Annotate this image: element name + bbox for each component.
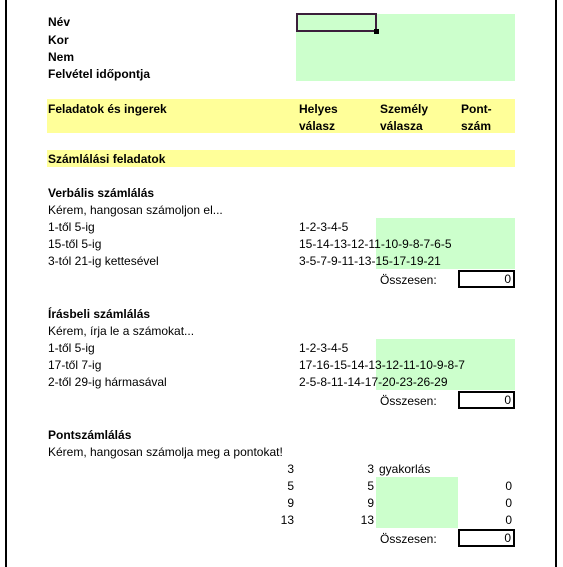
label-age: Kor (48, 33, 69, 47)
written-instruction: Kérem, írja le a számokat... (48, 324, 195, 338)
dots-correct: 3 (367, 462, 374, 476)
dots-response-area[interactable] (376, 477, 458, 528)
label-gender: Nem (48, 50, 75, 64)
dots-score: 0 (505, 496, 512, 510)
verbal-row-label: 15-től 5-ig (48, 237, 102, 251)
header-person-2: válasza (380, 119, 423, 133)
verbal-row-answer: 1-2-3-4-5 (299, 220, 349, 234)
dots-total-value[interactable]: 0 (458, 529, 515, 547)
verbal-row-label: 3-tól 21-ig kettesével (48, 254, 159, 268)
verbal-row-label: 1-től 5-ig (48, 220, 95, 234)
label-name: Név (48, 15, 71, 29)
dots-correct: 5 (367, 479, 374, 493)
written-row-answer: 1-2-3-4-5 (299, 341, 349, 355)
fill-handle[interactable] (374, 29, 379, 34)
written-row-answer: 17-16-15-14-13-12-11-10-9-8-7 (299, 358, 465, 372)
page-border-right (555, 0, 557, 567)
dots-practice-note: gyakorlás (379, 462, 431, 476)
verbal-instruction: Kérem, hangosan számoljon el... (48, 203, 223, 217)
written-row-answer: 2-5-8-11-14-17-20-23-26-29 (299, 375, 448, 389)
header-correct-2: válasz (299, 119, 336, 133)
dots-stimulus: 9 (287, 496, 294, 510)
dots-stimulus: 5 (287, 479, 294, 493)
dots-stimulus: 3 (287, 462, 294, 476)
dots-score: 0 (505, 513, 512, 527)
selected-cell[interactable] (296, 13, 377, 32)
header-tasks: Feladatok és ingerek (48, 102, 167, 116)
dots-score: 0 (505, 479, 512, 493)
dots-correct: 9 (367, 496, 374, 510)
verbal-title: Verbális számlálás (48, 186, 155, 200)
written-row-label: 17-től 7-ig (48, 358, 102, 372)
written-row-label: 1-től 5-ig (48, 341, 95, 355)
dots-correct: 13 (360, 513, 374, 527)
label-date: Felvétel időpontja (48, 67, 151, 81)
dots-stimulus: 13 (280, 513, 294, 527)
verbal-total-value[interactable]: 0 (458, 270, 515, 288)
header-person-1: Személy (380, 102, 429, 116)
header-correct-1: Helyes (299, 102, 338, 116)
header-points-2: szám (461, 119, 492, 133)
page-border-left (5, 0, 7, 567)
header-points-1: Pont- (461, 102, 492, 116)
written-title: Írásbeli számlálás (48, 307, 151, 321)
verbal-total-label: Összesen: (380, 273, 437, 287)
written-total-label: Összesen: (380, 394, 437, 408)
dots-instruction: Kérem, hangosan számolja meg a pontokat! (48, 445, 283, 459)
section-title: Számlálási feladatok (48, 152, 166, 166)
dots-total-label: Összesen: (380, 532, 437, 546)
dots-title: Pontszámlálás (48, 428, 132, 442)
written-row-label: 2-től 29-ig hármasával (48, 375, 167, 389)
verbal-row-answer: 15-14-13-12-11-10-9-8-7-6-5 (299, 237, 452, 251)
verbal-row-answer: 3-5-7-9-11-13-15-17-19-21 (299, 254, 441, 268)
written-total-value[interactable]: 0 (458, 391, 515, 409)
